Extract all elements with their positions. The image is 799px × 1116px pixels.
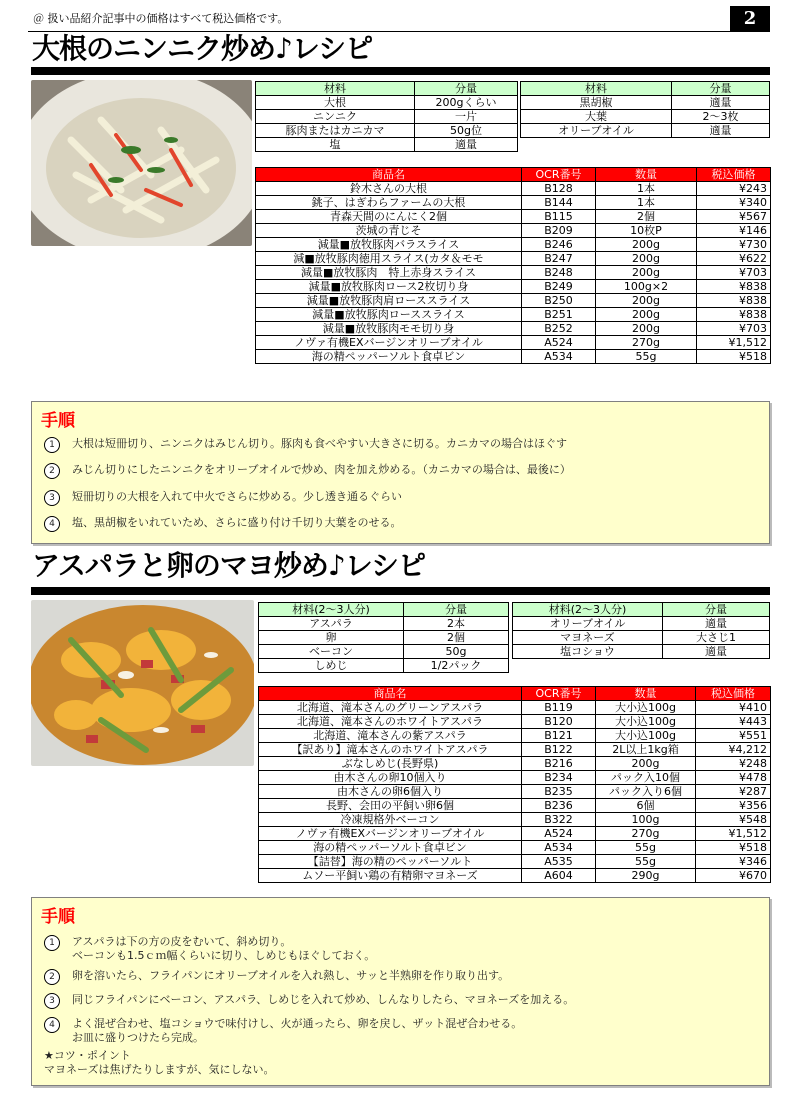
product-qty: 100g bbox=[596, 813, 696, 827]
product-ocr: B235 bbox=[522, 785, 596, 799]
tax-notice: ＠ 扱い品紹介記事中の価格はすべて税込価格です。 bbox=[33, 12, 289, 25]
product-row bbox=[256, 266, 771, 280]
step-item bbox=[44, 935, 375, 963]
product-ocr: A535 bbox=[522, 855, 596, 869]
ingredient-row bbox=[521, 96, 770, 110]
product-row bbox=[256, 224, 771, 238]
product-price: ¥243 bbox=[697, 182, 771, 196]
product-name: 北海道、滝本さんのホワイトアスパラ bbox=[259, 715, 522, 729]
product-row bbox=[256, 350, 771, 364]
product-row bbox=[256, 182, 771, 196]
product-row bbox=[256, 210, 771, 224]
product-price: ¥567 bbox=[697, 210, 771, 224]
product-price: ¥248 bbox=[696, 757, 771, 771]
product-qty: 270g bbox=[596, 827, 696, 841]
product-row bbox=[256, 308, 771, 322]
step-text: 同じフライパンにベーコン、アスパラ、しめじを入れて炒め、しんなりしたら、マヨネーズを加える。 bbox=[72, 993, 575, 1006]
product-price: ¥730 bbox=[697, 238, 771, 252]
ingredient-row bbox=[513, 617, 770, 631]
tips-text: マヨネーズは焦げたりしますが、気にしない。 bbox=[44, 1063, 275, 1076]
product-price: ¥838 bbox=[697, 280, 771, 294]
ingredient-amount: 適量 bbox=[415, 138, 518, 152]
product-price: ¥146 bbox=[697, 224, 771, 238]
step-number: 1 bbox=[44, 437, 60, 453]
product-qty: 大小込100g bbox=[596, 715, 696, 729]
ingredient-row bbox=[259, 631, 509, 645]
product-qty: 2L以上1kg箱 bbox=[596, 743, 696, 757]
product-ocr: B115 bbox=[522, 210, 596, 224]
ingredient-name: 黒胡椒 bbox=[521, 96, 672, 110]
product-row bbox=[256, 196, 771, 210]
ingredient-name: アスパラ bbox=[259, 617, 404, 631]
ingredient-row bbox=[256, 96, 518, 110]
col-product-name: 商品名 bbox=[259, 687, 522, 701]
product-qty: 1本 bbox=[596, 182, 697, 196]
step-item bbox=[44, 490, 402, 506]
product-name: 鈴木さんの大根 bbox=[256, 182, 522, 196]
product-row bbox=[259, 813, 771, 827]
product-qty: パック入10個 bbox=[596, 771, 696, 785]
recipe2-ingredients-table-left bbox=[258, 602, 509, 673]
product-price: ¥551 bbox=[696, 729, 771, 743]
step-text: よく混ぜ合わせ、塩コショウで味付けし、火が通ったら、卵を戻し、ザット混ぜ合わせる。 お皿に盛りつけたら完成。 bbox=[72, 1017, 523, 1044]
product-name: 北海道、滝本さんのグリーンアスパラ bbox=[259, 701, 522, 715]
col-price: 税込価格 bbox=[696, 687, 771, 701]
ingredient-name: しめじ bbox=[259, 659, 404, 673]
tips-title: ★コツ・ポイント bbox=[44, 1049, 131, 1062]
step-number: 2 bbox=[44, 969, 60, 985]
product-ocr: A534 bbox=[522, 841, 596, 855]
product-row bbox=[259, 757, 771, 771]
ingredient-row bbox=[256, 124, 518, 138]
col-amount: 分量 bbox=[663, 603, 770, 617]
product-ocr: B234 bbox=[522, 771, 596, 785]
product-qty: 200g bbox=[596, 266, 697, 280]
recipe2-title: アスパラと卵のマヨ炒め♪レシピ bbox=[32, 549, 426, 582]
product-name: 減■放牧豚肉徳用スライス(カタ＆モモ bbox=[256, 252, 522, 266]
col-qty: 数量 bbox=[596, 168, 697, 182]
product-name: 銚子、はぎわらファームの大根 bbox=[256, 196, 522, 210]
ingredient-name: 大葉 bbox=[521, 110, 672, 124]
product-qty: 2個 bbox=[596, 210, 697, 224]
product-row bbox=[256, 238, 771, 252]
product-row bbox=[256, 280, 771, 294]
ingredient-amount: 2個 bbox=[404, 631, 509, 645]
page-number: 2 bbox=[730, 6, 770, 31]
product-qty: 200g bbox=[596, 322, 697, 336]
product-qty: 270g bbox=[596, 336, 697, 350]
product-ocr: B322 bbox=[522, 813, 596, 827]
recipe1-photo bbox=[31, 80, 252, 246]
product-name: ムソー平飼い鶏の有精卵マヨネーズ bbox=[259, 869, 522, 883]
ingredient-name: オリーブオイル bbox=[521, 124, 672, 138]
recipe2-photo bbox=[31, 600, 254, 766]
col-material: 材料 bbox=[256, 82, 415, 96]
product-row bbox=[256, 252, 771, 266]
product-name: 減量■放牧豚肉肩ローススライス bbox=[256, 294, 522, 308]
product-price: ¥622 bbox=[697, 252, 771, 266]
ingredient-amount: 1/2パック bbox=[404, 659, 509, 673]
product-price: ¥346 bbox=[696, 855, 771, 869]
product-ocr: B246 bbox=[522, 238, 596, 252]
product-qty: 55g bbox=[596, 841, 696, 855]
step-text: 大根は短冊切り、ニンニクはみじん切り。豚肉も食べやすい大きさに切る。カニカマの場合はほぐす bbox=[72, 437, 567, 450]
ingredient-row bbox=[521, 124, 770, 138]
product-name: 減量■放牧豚肉ロース2枚切り身 bbox=[256, 280, 522, 294]
ingredient-row bbox=[256, 110, 518, 124]
product-qty: 200g bbox=[596, 308, 697, 322]
step-number: 3 bbox=[44, 993, 60, 1009]
ingredient-amount: 適量 bbox=[672, 96, 770, 110]
ingredient-row bbox=[259, 617, 509, 631]
recipe2-steps-heading: 手順 bbox=[41, 907, 75, 927]
step-item bbox=[44, 969, 509, 985]
product-row bbox=[259, 869, 771, 883]
product-row bbox=[259, 841, 771, 855]
product-price: ¥340 bbox=[697, 196, 771, 210]
product-ocr: A524 bbox=[522, 827, 596, 841]
product-row bbox=[256, 336, 771, 350]
ingredient-name: 卵 bbox=[259, 631, 404, 645]
product-row bbox=[256, 294, 771, 308]
ingredient-name: オリーブオイル bbox=[513, 617, 663, 631]
product-qty: 290g bbox=[596, 869, 696, 883]
ingredient-row bbox=[256, 138, 518, 152]
step-item bbox=[44, 463, 571, 479]
product-name: 減量■放牧豚肉モモ切り身 bbox=[256, 322, 522, 336]
product-ocr: B247 bbox=[522, 252, 596, 266]
col-amount: 分量 bbox=[404, 603, 509, 617]
product-ocr: B122 bbox=[522, 743, 596, 757]
product-name: 由木さんの卵10個入り bbox=[259, 771, 522, 785]
recipe2-ingredients-table-right bbox=[512, 602, 770, 659]
product-row bbox=[259, 827, 771, 841]
step-text: みじん切りにしたニンニクをオリーブオイルで炒め、肉を加え炒める。（カニカマの場合は、最後に） bbox=[72, 463, 571, 476]
ingredient-amount: 大さじ1 bbox=[663, 631, 770, 645]
product-name: 減量■放牧豚肉ローススライス bbox=[256, 308, 522, 322]
product-ocr: B251 bbox=[522, 308, 596, 322]
product-price: ¥838 bbox=[697, 294, 771, 308]
step-item bbox=[44, 437, 567, 453]
product-name: 減量■放牧豚肉バラスライス bbox=[256, 238, 522, 252]
product-ocr: B144 bbox=[522, 196, 596, 210]
product-name: ノヴァ有機EXバージンオリーブオイル bbox=[256, 336, 522, 350]
recipe2-products-table bbox=[258, 686, 771, 883]
product-ocr: A524 bbox=[522, 336, 596, 350]
product-ocr: B209 bbox=[522, 224, 596, 238]
ingredient-name: マヨネーズ bbox=[513, 631, 663, 645]
product-qty: 大小込100g bbox=[596, 701, 696, 715]
recipe1-products-table bbox=[255, 167, 771, 364]
step-text: 卵を溶いたら、フライパンにオリーブオイルを入れ熱し、サッと半熟卵を作り取り出す。 bbox=[72, 969, 510, 982]
col-material: 材料 bbox=[521, 82, 672, 96]
product-name: 北海道、滝本さんの紫アスパラ bbox=[259, 729, 522, 743]
product-qty: 大小込100g bbox=[596, 729, 696, 743]
product-price: ¥518 bbox=[696, 841, 771, 855]
product-row bbox=[259, 743, 771, 757]
ingredient-amount: 200gくらい bbox=[415, 96, 518, 110]
col-amount: 分量 bbox=[415, 82, 518, 96]
product-ocr: A604 bbox=[522, 869, 596, 883]
ingredient-name: 豚肉またはカニカマ bbox=[256, 124, 415, 138]
product-price: ¥443 bbox=[696, 715, 771, 729]
ingredient-name: 塩 bbox=[256, 138, 415, 152]
ingredient-name: ベーコン bbox=[259, 645, 404, 659]
product-name: 海の精ペッパーソルト食卓ビン bbox=[259, 841, 522, 855]
product-qty: 55g bbox=[596, 855, 696, 869]
product-ocr: B128 bbox=[522, 182, 596, 196]
ingredient-row bbox=[259, 645, 509, 659]
ingredient-amount: 2本 bbox=[404, 617, 509, 631]
product-name: 長野、会田の平飼い卵6個 bbox=[259, 799, 522, 813]
product-price: ¥356 bbox=[696, 799, 771, 813]
ingredient-name: 塩コショウ bbox=[513, 645, 663, 659]
product-price: ¥4,212 bbox=[696, 743, 771, 757]
col-amount: 分量 bbox=[672, 82, 770, 96]
product-qty: 200g bbox=[596, 238, 697, 252]
product-price: ¥703 bbox=[697, 322, 771, 336]
ingredient-amount: 一片 bbox=[415, 110, 518, 124]
col-qty: 数量 bbox=[596, 687, 696, 701]
ingredient-row bbox=[513, 645, 770, 659]
product-name: 由木さんの卵6個入り bbox=[259, 785, 522, 799]
step-number: 1 bbox=[44, 935, 60, 951]
product-qty: 200g bbox=[596, 757, 696, 771]
product-ocr: A534 bbox=[522, 350, 596, 364]
product-row bbox=[259, 785, 771, 799]
product-row bbox=[259, 715, 771, 729]
product-row bbox=[259, 855, 771, 869]
product-qty: 200g bbox=[596, 252, 697, 266]
ingredient-row bbox=[521, 110, 770, 124]
step-item bbox=[44, 516, 402, 532]
product-ocr: B252 bbox=[522, 322, 596, 336]
product-price: ¥1,512 bbox=[696, 827, 771, 841]
product-ocr: B216 bbox=[522, 757, 596, 771]
product-qty: パック入り6個 bbox=[596, 785, 696, 799]
ingredient-amount: 適量 bbox=[663, 645, 770, 659]
recipe1-title-bar bbox=[31, 67, 770, 75]
product-price: ¥838 bbox=[697, 308, 771, 322]
product-qty: 6個 bbox=[596, 799, 696, 813]
product-name: 【訳あり】滝本さんのホワイトアスパラ bbox=[259, 743, 522, 757]
recipe1-ingredients-table-right bbox=[520, 81, 770, 138]
col-product-name: 商品名 bbox=[256, 168, 522, 182]
product-name: 【詰替】海の精のペッパーソルト bbox=[259, 855, 522, 869]
step-text: 短冊切りの大根を入れて中火でさらに炒める。少し透き通るぐらい bbox=[72, 490, 402, 503]
product-ocr: B249 bbox=[522, 280, 596, 294]
step-number: 2 bbox=[44, 463, 60, 479]
product-name: 青森天間のにんにく2個 bbox=[256, 210, 522, 224]
product-price: ¥287 bbox=[696, 785, 771, 799]
product-qty: 200g bbox=[596, 294, 697, 308]
ingredient-name: 大根 bbox=[256, 96, 415, 110]
product-row bbox=[259, 799, 771, 813]
product-ocr: B120 bbox=[522, 715, 596, 729]
product-row bbox=[256, 322, 771, 336]
recipe1-title: 大根のニンニク炒め♪レシピ bbox=[32, 32, 373, 65]
step-text: 塩、黒胡椒をいれていため、さらに盛り付け千切り大葉をのせる。 bbox=[72, 516, 402, 529]
product-row bbox=[259, 729, 771, 743]
product-name: 茨城の青じそ bbox=[256, 224, 522, 238]
product-ocr: B119 bbox=[522, 701, 596, 715]
product-price: ¥670 bbox=[696, 869, 771, 883]
recipe1-steps-heading: 手順 bbox=[41, 411, 75, 431]
col-ocr: OCR番号 bbox=[522, 168, 596, 182]
product-ocr: B250 bbox=[522, 294, 596, 308]
ingredient-row bbox=[259, 659, 509, 673]
product-qty: 1本 bbox=[596, 196, 697, 210]
col-material: 材料(2〜3人分) bbox=[513, 603, 663, 617]
product-price: ¥478 bbox=[696, 771, 771, 785]
product-name: 冷凍規格外ベーコン bbox=[259, 813, 522, 827]
product-qty: 55g bbox=[596, 350, 697, 364]
product-price: ¥518 bbox=[697, 350, 771, 364]
product-price: ¥1,512 bbox=[697, 336, 771, 350]
ingredient-name: ニンニク bbox=[256, 110, 415, 124]
product-name: 海の精ペッパーソルト食卓ビン bbox=[256, 350, 522, 364]
col-ocr: OCR番号 bbox=[522, 687, 596, 701]
ingredient-amount: 適量 bbox=[663, 617, 770, 631]
ingredient-amount: 適量 bbox=[672, 124, 770, 138]
ingredient-amount: 2〜3枚 bbox=[672, 110, 770, 124]
col-price: 税込価格 bbox=[697, 168, 771, 182]
product-price: ¥548 bbox=[696, 813, 771, 827]
step-number: 4 bbox=[44, 516, 60, 532]
step-item bbox=[44, 1017, 522, 1045]
product-row bbox=[259, 771, 771, 785]
product-price: ¥703 bbox=[697, 266, 771, 280]
recipe2-steps-box bbox=[31, 897, 770, 1086]
ingredient-row bbox=[513, 631, 770, 645]
step-text: アスパラは下の方の皮をむいて、斜め切り。 ベーコンも1.5ｃｍ幅くらいに切り、しめじもほぐしておく。 bbox=[72, 935, 376, 962]
product-name: ノヴァ有機EXバージンオリーブオイル bbox=[259, 827, 522, 841]
ingredient-amount: 50g位 bbox=[415, 124, 518, 138]
product-name: ぶなしめじ(長野県) bbox=[259, 757, 522, 771]
step-item bbox=[44, 993, 574, 1009]
recipe1-steps-box bbox=[31, 401, 770, 544]
product-ocr: B236 bbox=[522, 799, 596, 813]
recipe2-title-bar bbox=[31, 587, 770, 595]
ingredient-amount: 50g bbox=[404, 645, 509, 659]
product-row bbox=[259, 701, 771, 715]
step-number: 4 bbox=[44, 1017, 60, 1033]
col-material: 材料(2〜3人分) bbox=[259, 603, 404, 617]
product-qty: 100g×2 bbox=[596, 280, 697, 294]
product-ocr: B121 bbox=[522, 729, 596, 743]
product-ocr: B248 bbox=[522, 266, 596, 280]
step-number: 3 bbox=[44, 490, 60, 506]
product-price: ¥410 bbox=[696, 701, 771, 715]
product-qty: 10枚P bbox=[596, 224, 697, 238]
product-name: 減量■放牧豚肉 特上赤身スライス bbox=[256, 266, 522, 280]
recipe1-ingredients-table-left bbox=[255, 81, 518, 152]
